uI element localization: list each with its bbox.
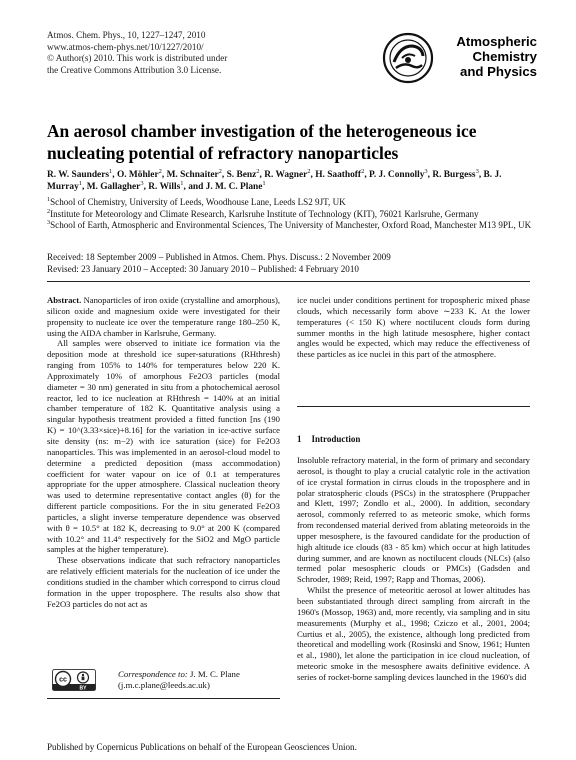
introduction-body [297,455,530,683]
correspondence-label: Correspondence to: [118,669,188,679]
author-name: M. Gallagher [86,182,141,192]
author-name: R. W. Saunders [47,170,110,180]
author-affiliation-marker: 1 [262,179,266,187]
journal-header-info [47,30,227,76]
abstract-paragraph: These observations indicate that such refractory nanoparticles are relatively efficient materials for the nucleation of ice under the conditions studied in the chamber which correspond to cirrus cloud formation in the upper troposphere. The results also show that Fe2O3 particles do not act as [47,555,280,609]
publisher-footer: Published by Copernicus Publications on behalf of the European Geosciences Union. [47,742,357,752]
author-name: J. M. C. Plane [205,182,263,192]
author-affiliation-marker: 2 [361,167,365,175]
journal-name [437,34,537,79]
author-affiliation-marker: 2 [158,167,162,175]
author-affiliation-marker: 1 [78,179,83,187]
affiliation-item [47,197,537,209]
correspondence-email[interactable]: (j.m.c.plane@leeds.ac.uk) [118,680,210,691]
abstract-continuation: ice nuclei under conditions pertinent for tropospheric mixed phase clouds, which necessarily form above ∼233 K. At the lower temperatures (< 150 K) where noctilucent clouds form during summer months in the high latitude mesosphere, higher contact angles would be expected, which may reduce the effectiveness of these particles as ice nuclei in this part of the atmosphere. [297,295,530,360]
title-line: nucleating potential of refractory nanoparticles [47,143,399,163]
author-list: R. W. Saunders$^1$, O. Möhler$^2$, M. Schnaiter$^2$, S. Benz$^2$, R. Wagner$^2$, H. Saathoff$^2$, P. J. Connolly$^3$, R. Burgess$^3$, B. J. Murray$^1$, M. Gallagher$^3$, R. Wills$^1$, and J. M. C. Plane$^1$ [47,167,502,192]
abstract-paragraph: Nanoparticles of iron oxide (crystalline and amorphous), silicon oxide and magnesium oxide were investigated for their propensity to nucleate ice over the temperature range 180–250 K, using the AIDA chamber in Karlsruhe, Germany. [47,295,281,338]
affiliation-list [47,197,537,232]
journal-name-line: Chemistry [472,49,537,64]
affiliation-text: School of Earth, Atmospheric and Environmental Sciences, The University of Manchester, Oxford Road, Manchester M13 9PL, UK [50,220,532,230]
affiliation-number: 1 [47,195,51,203]
section-heading [297,434,360,444]
author-affiliation-marker: 3 [140,179,144,187]
title-line: An aerosol chamber investigation of the heterogeneous ice [47,121,477,141]
revised-date-line: Revised: 23 January 2010 – Accepted: 30 January 2010 – Published: 4 February 2010 [47,263,359,274]
author-name: B. J. Murray [47,170,502,192]
abstract [47,295,280,609]
journal-name-line: Atmospheric [456,34,537,49]
author-name: S. Benz [226,170,257,180]
author-affiliation-marker: 3 [424,167,428,175]
author-affiliation-marker: 2 [256,167,260,175]
author-name: H. Saathoff [315,170,362,180]
correspondence [118,669,240,691]
citation-line: Atmos. Chem. Phys., 10, 1227–1247, 2010 [47,30,206,40]
copyright-line: © Author(s) 2010. This work is distributed under [47,53,228,64]
author-affiliation-marker: 1 [180,179,184,187]
journal-logo [382,30,537,86]
author-affiliation-marker: 1 [109,167,113,175]
abstract-paragraph: All samples were observed to initiate ice formation via the deposition mode at threshold ice super-saturations (RHthresh) ranging from 105% to 140% for temperatures below 220 K. Approximately 10% of amorphous Fe2O3 particles (modal diameter = 30 nm) generated in situ from a photochemical aerosol reactor, led to ice nucleation at RHthresh = 140% at an initial chamber temperature of 182 K. Quantitative analysis using a singular hypothesis treatment provided a fitted function [ns (190 K) = 10^(3.33×sice)+8.16] for the variation in ice-active surface site density (ns: m−2) with ice saturation (sice) for Fe2O3 nanoparticles. This was implemented in an aerosol-cloud model to determine a predicted deposition (mass accommodation) coefficient for water vapour on ice of 0.1 at temperatures appropriate for the upper atmosphere. Classical nucleation theory was used to determine representative contact angles (θ) for the different particle compositions. For the in situ generated Fe2O3 particles, a slight inverse temperature dependence was observed with θ = 10.5° at 182 K, decreasing to 9.0° at 200 K (compared with 10.2° and 11.4° respectively for the SiO2 and MgO particle samples at the higher temperature). [47,338,280,555]
received-date-line: Received: 18 September 2009 – Published in Atmos. Chem. Phys. Discuss.: 2 November 2009 [47,252,391,262]
journal-url[interactable]: www.atmos-chem-phys.net/10/1227/2010/ [47,41,204,52]
abstract-label: Abstract. [47,295,82,305]
correspondence-name: J. M. C. Plane [190,669,240,679]
author-affiliation-marker: 3 [475,167,479,175]
publication-dates [47,252,537,275]
author-name: R. Wills [148,182,181,192]
affiliation-text: Institute for Meteorology and Climate Research, Karlsruhe Institute of Technology (KIT), 76021 Karlsruhe, Germany [50,208,479,219]
author-name: R. Wagner [264,170,308,180]
header-divider [47,281,530,282]
author-name: O. Möhler [116,170,159,180]
cc-license-icon[interactable] [52,669,96,691]
cc-badge-label: BY [79,685,87,691]
correspondence-divider [47,698,280,699]
affiliation-number: 3 [47,218,51,226]
section-number: 1 [297,434,302,444]
author-affiliation-marker: 2 [307,167,311,175]
author-affiliation-marker: 2 [218,167,222,175]
affiliation-item [47,220,537,232]
section-title: Introduction [311,434,361,444]
journal-name-line: and Physics [460,64,537,79]
affiliation-number: 2 [47,207,51,215]
paper-title [47,120,517,164]
intro-paragraph: Whilst the presence of meteoritic aerosol at lower altitudes has been substantiated through direct sampling from aircraft in the 1960's (Mossop, 1963) and, more recently, via sampling and in situ measurements (Murphy et al., 1998; Cziczo et al., 2001, 2004; Curtius et al., 2005), the existence, although long predicted from theoretical and modelling work (Rosinski and Snow, 1961; Hunten et al., 1980), let alone the participation in ice cloud nucleation, of meteoric smoke in the mesosphere awaits definitive evidence. A series of rocket-borne sampling devices launched in the 1960's did [297,585,530,682]
author-name: R. Burgess [432,170,476,180]
right-column [297,295,530,360]
author-name: M. Schnaiter [166,170,219,180]
egu-emblem-icon [382,32,434,84]
affiliation-text: School of Chemistry, University of Leeds, Woodhouse Lane, Leeds LS2 9JT, UK [50,197,346,207]
svg-text:cc: cc [59,676,67,684]
affiliation-item [47,209,537,221]
intro-paragraph: Insoluble refractory material, in the form of primary and secondary aerosol, is thought to play a crucial catalytic role in the activation of ice crystal formation in cirrus clouds in the troposphere and in polar stratospheric clouds (PSCs) in the stratosphere (Pruppacher and Klett, 1997; Zondlo et al., 2000). In addition, secondary aerosol, commonly referred to as meteoric smoke, which forms from recondensed material derived from ablating meteoroids in the upper mesosphere, is the favoured candidate for the production of high altitude ice clouds (83 - 85 km) which occur at high latitudes during summer, and are known as noctilucent clouds (NLCs) (also termed polar mesospheric clouds or PMCs) (Gadsden and Schroder, 1989; Reid, 1997; Rapp and Thomas, 2006). [297,455,530,585]
license-line: the Creative Commons Attribution 3.0 License. [47,64,222,75]
author-name: P. J. Connolly [369,170,425,180]
abstract-end-divider [297,406,530,407]
